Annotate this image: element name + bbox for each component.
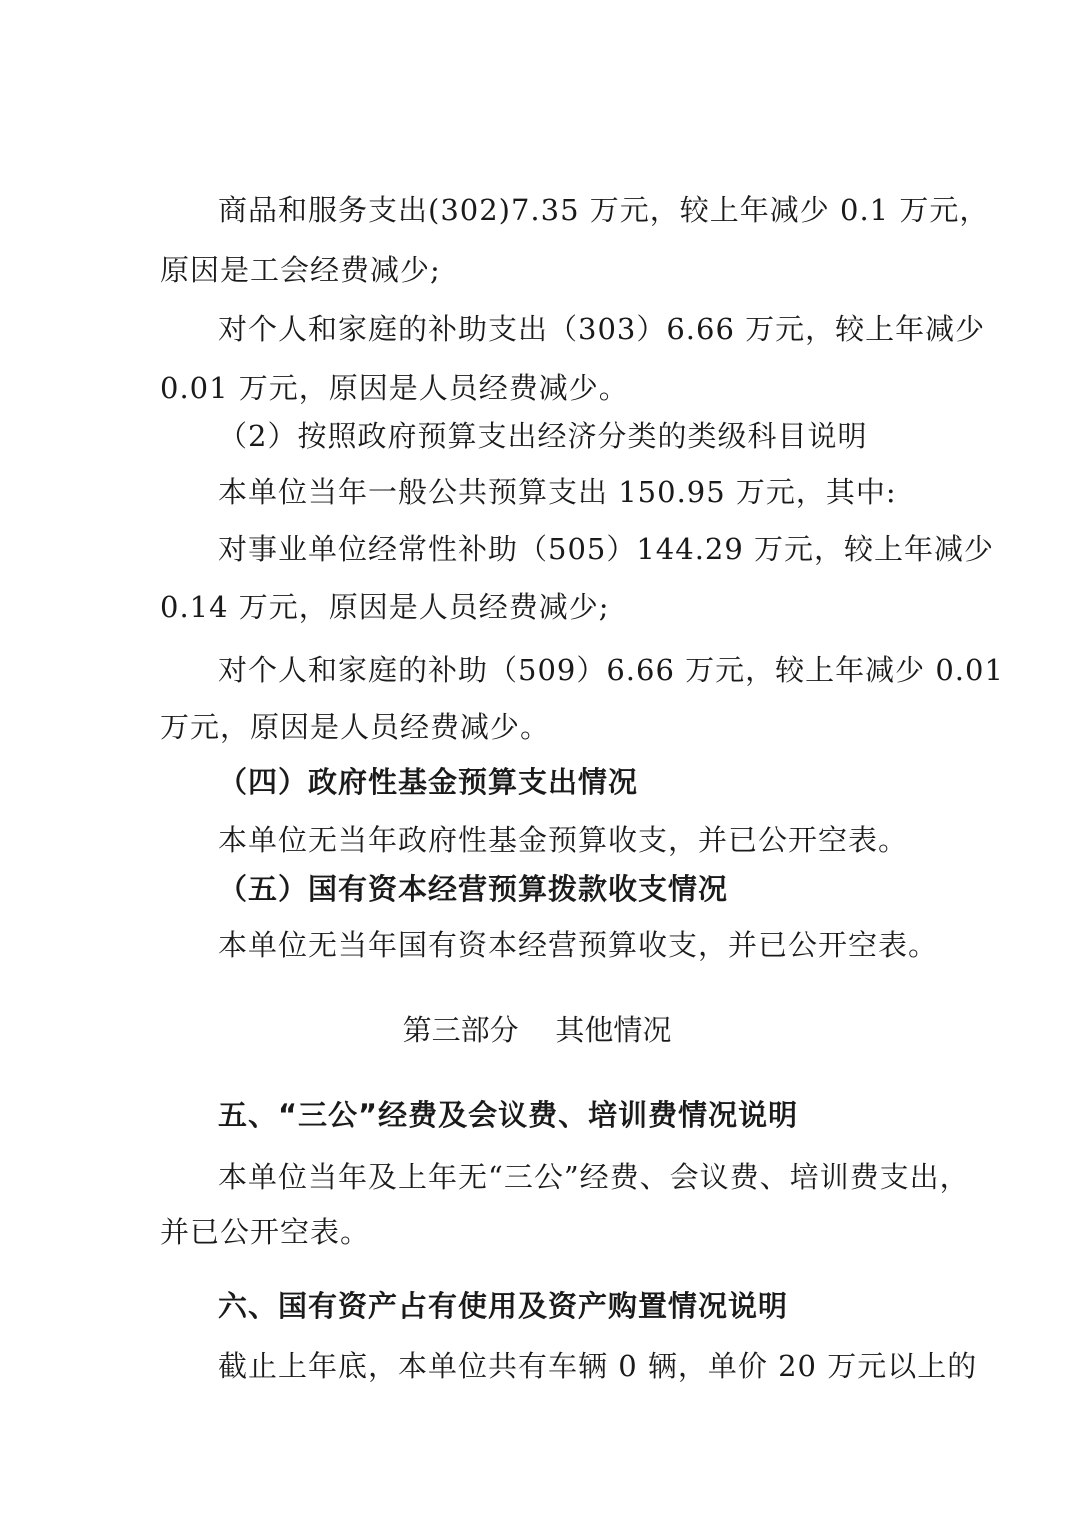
paragraph-line: 0.14 万元，原因是人员经费减少; (160, 590, 610, 624)
paragraph-line: 本单位当年及上年无“三公”经费、会议费、培训费支出， (218, 1160, 970, 1194)
paragraph-line: 对个人和家庭的补助（509）6.66 万元，较上年减少 0.01 (218, 653, 1004, 687)
subsection-heading: （四）政府性基金预算支出情况 (218, 765, 639, 799)
part-title: 第三部分 其他情况 (402, 1013, 672, 1047)
paragraph-line: 对事业单位经常性补助（505）144.29 万元，较上年减少 (218, 532, 995, 566)
paragraph-line: 0.01 万元，原因是人员经费减少。 (160, 371, 629, 405)
paragraph-line: （2）按照政府预算支出经济分类的类级科目说明 (218, 419, 868, 453)
paragraph-line: 本单位无当年国有资本经营预算收支，并已公开空表。 (218, 928, 939, 962)
paragraph-line: 截止上年底，本单位共有车辆 0 辆，单价 20 万元以上的 (218, 1349, 978, 1383)
subsection-heading: （五）国有资本经营预算拨款收支情况 (218, 872, 729, 906)
paragraph-line: 本单位无当年政府性基金预算收支，并已公开空表。 (218, 823, 909, 857)
paragraph-line: 并已公开空表。 (160, 1215, 371, 1249)
section-heading: 六、国有资产占有使用及资产购置情况说明 (218, 1289, 789, 1323)
section-heading: 五、“三公”经费及会议费、培训费情况说明 (218, 1098, 799, 1132)
paragraph-line: 原因是工会经费减少; (160, 253, 441, 287)
paragraph-line: 商品和服务支出(302)7.35 万元，较上年减少 0.1 万元， (218, 193, 990, 227)
paragraph-line: 万元，原因是人员经费减少。 (160, 710, 551, 744)
paragraph-line: 本单位当年一般公共预算支出 150.95 万元，其中: (218, 475, 897, 509)
paragraph-line: 对个人和家庭的补助支出（303）6.66 万元，较上年减少 (218, 312, 986, 346)
